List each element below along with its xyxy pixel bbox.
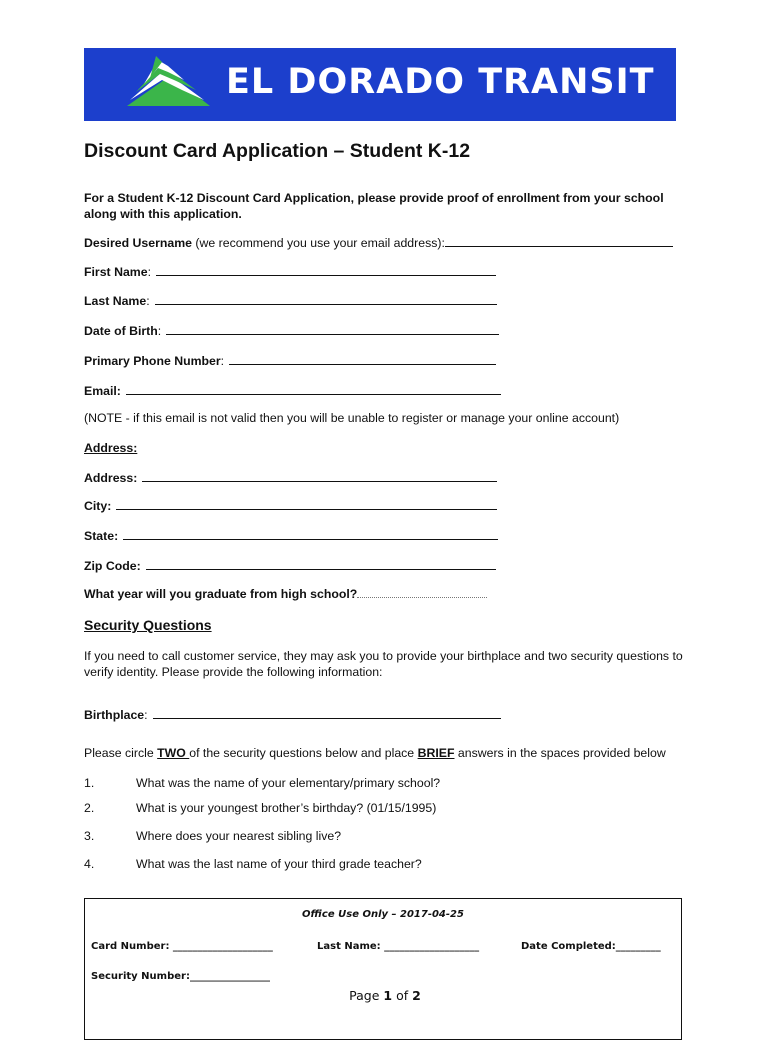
security-question-1: What was the name of your elementary/primary school? [136,776,441,790]
address-heading: Address: [84,441,138,455]
page-total: 2 [412,988,421,1003]
last-name-label: Last Name [84,294,147,308]
instruction-two: TWO [157,746,190,760]
colon: : [144,708,148,722]
state-field[interactable] [123,526,498,540]
instruction-brief: BRIEF [417,746,455,760]
zip-row [84,556,496,573]
card-number: Card Number: ____________________ [91,941,273,952]
graduate-year-field[interactable] [357,585,487,598]
email-note: (NOTE - if this email is not valid then you will be unable to register or manage your online account) [84,411,620,425]
birthplace-field[interactable] [153,705,501,719]
phone-label: Primary Phone Number [84,354,221,368]
username-label: Desired Username [84,236,192,250]
security-number: Security Number:________________ [91,971,270,982]
question-number: 2. [84,801,95,815]
page-title: Discount Card Application – Student K-12 [84,140,471,162]
page-mid: of [392,988,413,1003]
username-hint: (we recommend you use your email address): [192,236,445,250]
graduate-row [84,585,487,601]
birthplace-label: Birthplace [84,708,145,722]
phone-row [84,351,496,368]
security-question-3: Where does your nearest sibling live? [136,829,342,843]
office-last-name: Last Name: ___________________ [317,941,480,952]
question-number: 4. [84,857,95,871]
first-name-label: First Name [84,265,148,279]
email-label: Email: [84,384,121,398]
brand-name: EL DORADO TRANSIT [226,62,655,102]
header-banner [84,48,676,121]
colon: : [157,324,162,338]
colon: : [146,294,150,308]
email-row [84,381,501,398]
zip-field[interactable] [146,556,496,570]
question-number: 1. [84,776,95,790]
instruction-part1: Please circle [84,746,158,760]
page-prefix: Page [349,988,384,1003]
last-name-row [84,291,497,308]
office-title: Office Use Only – 2017-04-25 [302,909,464,920]
address-row [84,468,497,485]
state-row [84,526,498,543]
city-row [84,496,497,513]
address-label: Address: [84,471,138,485]
zip-label: Zip Code: [84,559,141,573]
security-question-2: What is your youngest brother’s birthday? (01/15/1995) [136,801,437,815]
office-use-box [84,898,682,1040]
username-row [84,233,673,250]
dob-row [84,321,499,338]
instruction-part2: of the security questions below and place [189,746,418,760]
city-field[interactable] [116,496,497,510]
address-field[interactable] [142,468,497,482]
mountain-logo-icon [122,56,212,114]
instruction-part3: answers in the spaces provided below [454,746,666,760]
email-field[interactable] [126,381,501,395]
intro-text: For a Student K-12 Discount Card Application, please provide proof of enrollment from your school along with this application. [84,191,664,221]
last-name-field[interactable] [155,291,497,305]
security-question-4: What was the last name of your third grade teacher? [136,857,422,871]
birthplace-row [84,705,501,722]
security-heading: Security Questions [84,617,212,633]
dob-field[interactable] [166,321,499,335]
page-number [0,988,770,1003]
state-label: State: [84,529,119,543]
phone-field[interactable] [229,351,496,365]
dob-label: Date of Birth [84,324,158,338]
security-instruction [84,746,666,760]
first-name-row [84,262,496,279]
colon: : [147,265,151,279]
username-field[interactable] [445,233,673,247]
page-current: 1 [383,988,393,1003]
city-label: City: [84,499,112,513]
security-intro: If you need to call customer service, they may ask you to provide your birthplace and two security questions to verify identity. Please provide the following information: [84,649,683,679]
colon: : [220,354,225,368]
graduate-question: What year will you graduate from high school? [84,587,358,601]
question-number: 3. [84,829,95,843]
date-completed: Date Completed:_________ [521,941,661,952]
first-name-field[interactable] [156,262,496,276]
